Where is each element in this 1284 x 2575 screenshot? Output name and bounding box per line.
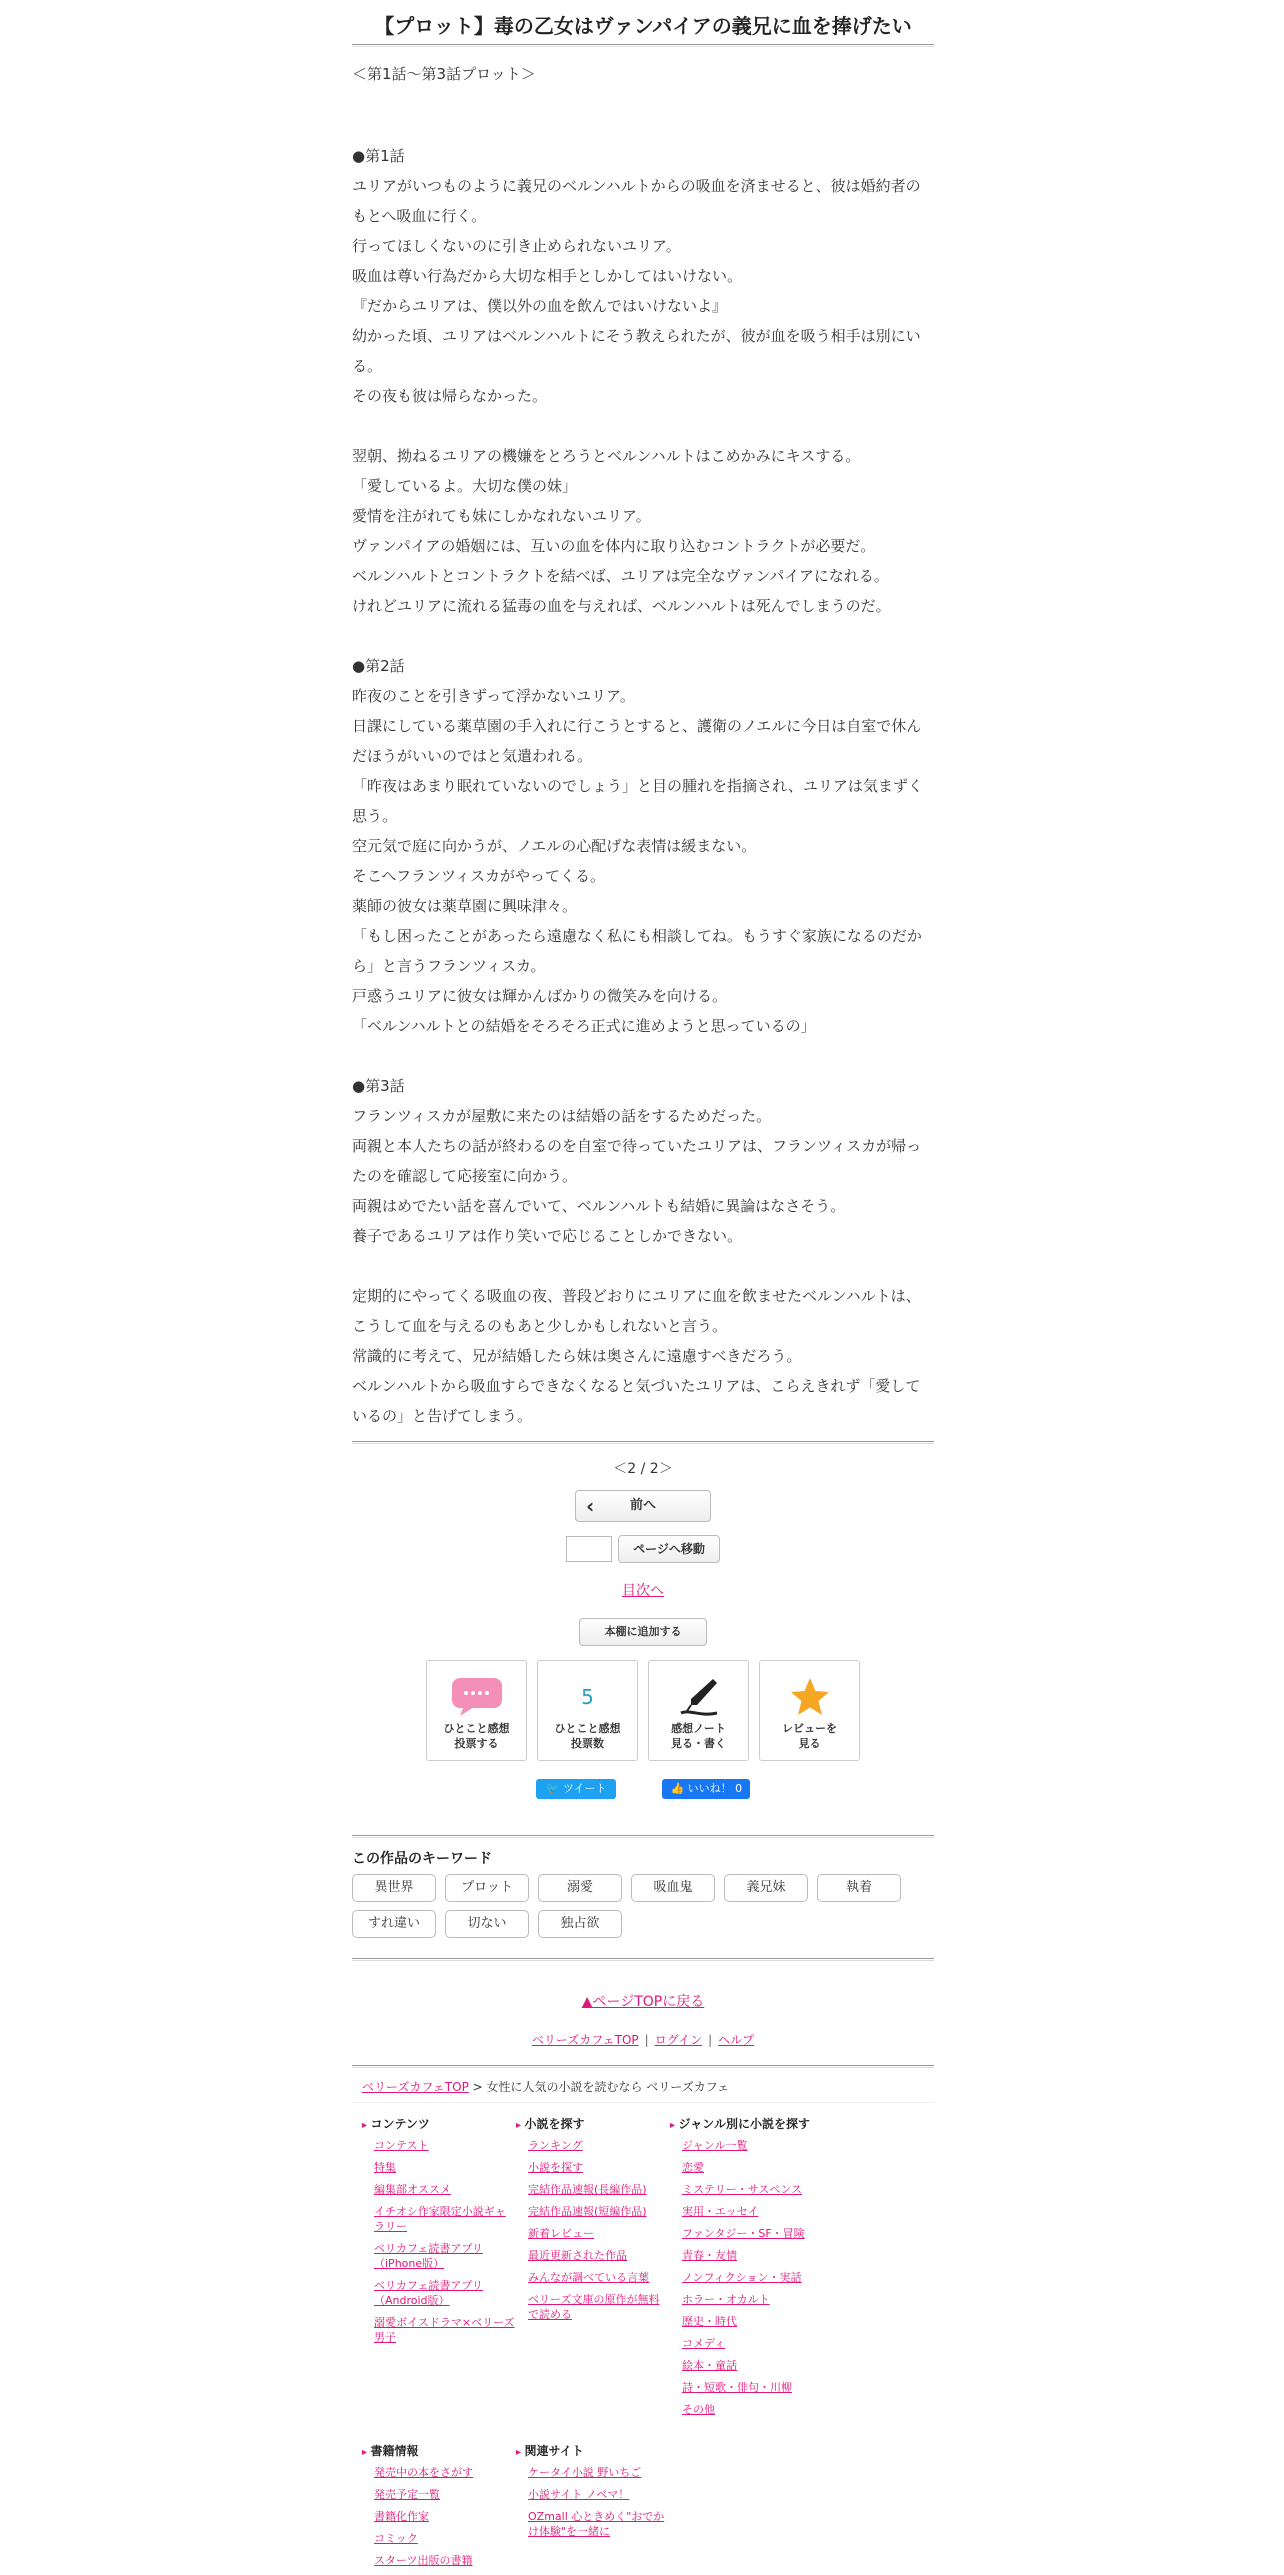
- footer-divider: [352, 2065, 934, 2068]
- keyword-divider-top: [352, 1835, 934, 1838]
- story-paragraph: 「もし困ったことがあったら遠慮なく私にも相談してね。もうすぐ家族になるのだから」と言うフランツィスカ。: [352, 927, 922, 975]
- sitemap-item: [670, 2226, 824, 2241]
- title-divider: [352, 44, 934, 47]
- sitemap-link[interactable]: 完結作品速報(短編作品): [528, 2205, 647, 2218]
- story-paragraph: 両親と本人たちの話が終わるのを自室で待っていたユリアは、フランツィスカが帰ったのを確認して応接室に向かう。: [352, 1137, 922, 1185]
- sitemap-list: [670, 2138, 824, 2417]
- card-sublabel-1: 投票する: [454, 1737, 499, 1750]
- sitemap-item: [670, 2358, 824, 2373]
- star-icon: [788, 1675, 832, 1719]
- card-sublabel-3: 見る・書く: [671, 1737, 726, 1750]
- action-cards: [352, 1660, 934, 1761]
- story-paragraph: 翌朝、拗ねるユリアの機嫌をとろうとベルンハルトはこめかみにキスする。: [352, 447, 861, 465]
- like-label: いいね！ 0: [687, 1782, 743, 1795]
- sitemap-item: [516, 2292, 670, 2322]
- sitemap-item: [362, 2160, 516, 2175]
- footer-link-top[interactable]: ベリーズカフェTOP: [531, 2033, 639, 2047]
- pen-icon: [677, 1675, 721, 1719]
- keyword-tag[interactable]: 執着: [817, 1874, 901, 1902]
- sitemap-item: [516, 2226, 670, 2241]
- sitemap-column: [362, 2115, 516, 2424]
- sitemap-list: [362, 2138, 516, 2345]
- story-paragraph: [352, 1251, 934, 1281]
- sitemap-list: [516, 2465, 670, 2539]
- sitemap-link[interactable]: 発売予定一覧: [374, 2488, 440, 2501]
- sitemap-item: [362, 2315, 516, 2345]
- page-title: 【プロット】毒の乙女はヴァンパイアの義兄に血を捧げたい: [374, 14, 912, 38]
- site-map: [352, 2115, 934, 2424]
- comment-count-card[interactable]: [537, 1660, 638, 1761]
- sitemap-link[interactable]: 詩・短歌・俳句・川柳: [682, 2381, 792, 2394]
- sitemap-item: [670, 2160, 824, 2175]
- sitemap-item: [362, 2509, 516, 2524]
- story-paragraph: 薬師の彼女は薬草園に興味津々。: [352, 897, 578, 915]
- sitemap-column: [516, 2442, 670, 2575]
- card-label-2: ひとこと感想: [554, 1722, 621, 1735]
- story-paragraph: そこへフランツィスカがやってくる。: [352, 867, 606, 885]
- chevron-left-icon: ‹: [586, 1494, 595, 1518]
- keyword-tag[interactable]: 独占欲: [538, 1910, 622, 1938]
- sitemap-link[interactable]: その他: [682, 2403, 715, 2416]
- sitemap-link[interactable]: 完結作品速報(長編作品): [528, 2183, 647, 2196]
- sitemap-item: [670, 2204, 824, 2219]
- sitemap-item: [362, 2204, 516, 2234]
- sitemap-item: [362, 2241, 516, 2271]
- sitemap-column: [516, 2115, 670, 2424]
- toc-link[interactable]: 目次へ: [622, 1583, 664, 1599]
- chapter-heading: ●第1話: [352, 147, 405, 165]
- sitemap-heading: ▸ 書籍情報: [362, 2442, 516, 2459]
- keyword-tag[interactable]: 義兄妹: [724, 1874, 808, 1902]
- sitemap-link[interactable]: みんなが調べている言葉: [528, 2271, 649, 2284]
- card-sublabel-2: 投票数: [571, 1737, 604, 1750]
- prev-page-button[interactable]: [575, 1490, 711, 1522]
- sitemap-link[interactable]: 書籍化作家: [374, 2510, 429, 2523]
- sitemap-column: [670, 2115, 824, 2424]
- comment-count: 5: [581, 1684, 594, 1709]
- speech-bubble-icon: [450, 1676, 504, 1718]
- story-paragraph: 吸血は尊い行為だから大切な相手としかしてはいけない。: [352, 267, 743, 285]
- tweet-button[interactable]: [536, 1779, 617, 1799]
- sitemap-link[interactable]: 発売中の本をさがす: [374, 2466, 473, 2479]
- comment-vote-card[interactable]: [426, 1660, 527, 1761]
- story-paragraph: 「昨夜はあまり眠れていないのでしょう」と目の腫れを指摘され、ユリアは気まずく思う。: [352, 777, 923, 825]
- story-paragraph: 行ってほしくないのに引き止められないユリア。: [352, 237, 681, 255]
- sitemap-column: [362, 2442, 516, 2575]
- sitemap-heading: ▸ ジャンル別に小説を探す: [670, 2115, 824, 2132]
- sitemap-item: [516, 2487, 670, 2502]
- keyword-section: [352, 1835, 934, 1961]
- story-paragraph: [352, 411, 934, 441]
- sitemap-item: [670, 2380, 824, 2395]
- separator: |: [708, 2033, 713, 2047]
- story-paragraph: 『だからユリアは、僕以外の血を飲んではいけないよ』: [352, 297, 728, 315]
- review-card[interactable]: [759, 1660, 860, 1761]
- tweet-label: ツイート: [563, 1782, 607, 1795]
- sitemap-link[interactable]: 最近更新された作品: [528, 2249, 627, 2262]
- card-sublabel-4: 見る: [798, 1737, 821, 1750]
- keyword-tag[interactable]: 切ない: [445, 1910, 529, 1938]
- story-paragraph: 両親はめでたい話を喜んでいて、ベルンハルトも結婚に異論はなさそう。: [352, 1197, 846, 1215]
- page-jump-button[interactable]: ページへ移動: [618, 1535, 720, 1563]
- story-paragraph: 定期的にやってくる吸血の夜、普段どおりにユリアに血を飲ませたベルンハルトは、こうして血を与えるのもあと少しかもしれないと言う。: [352, 1287, 921, 1335]
- card-label-1: ひとこと感想: [443, 1722, 510, 1735]
- chapter-heading: ●第2話: [352, 657, 405, 675]
- story-paragraph: 空元気で庭に向かうが、ノエルの心配げな表情は緩まない。: [352, 837, 757, 855]
- notes-card[interactable]: [648, 1660, 749, 1761]
- card-label-4: レビューを: [782, 1722, 837, 1735]
- story-paragraph: [352, 1041, 934, 1071]
- story-paragraph: その夜も彼は帰らなかった。: [352, 387, 548, 405]
- story-paragraph: 常識的に考えて、兄が結婚したら妹は奥さんに遠慮すべきだろう。: [352, 1347, 802, 1365]
- sitemap-link[interactable]: 青春・友情: [682, 2249, 737, 2262]
- sitemap-link[interactable]: ランキング: [528, 2139, 583, 2152]
- sitemap-link[interactable]: ベリーズ文庫の原作が無料で読める: [528, 2293, 660, 2321]
- sitemap-link[interactable]: ケータイ小説 野いちご: [528, 2466, 642, 2479]
- sitemap-item: [670, 2182, 824, 2197]
- story-paragraph: ベルンハルトから吸血すらできなくなると気づいたユリアは、こらえきれず「愛しているの」と告げてしまう。: [352, 1377, 921, 1425]
- sitemap-item: [516, 2182, 670, 2197]
- sitemap-item: [670, 2402, 824, 2417]
- footer-link-login[interactable]: ログイン: [654, 2033, 703, 2047]
- sitemap-link[interactable]: ベリカフェ読書アプリ（Android版）: [374, 2279, 483, 2307]
- sitemap-item: [516, 2204, 670, 2219]
- sitemap-link[interactable]: OZmall 心ときめく"おでかけ体験"を一緒に: [528, 2510, 665, 2538]
- sitemap-link[interactable]: コミック: [374, 2532, 418, 2545]
- page-top-link[interactable]: ▲ページTOPに戻る: [581, 1994, 705, 2010]
- sitemap-item: [516, 2248, 670, 2263]
- sitemap-item: [670, 2270, 824, 2285]
- sitemap-heading: ▸ 関連サイト: [516, 2442, 670, 2459]
- sitemap-item: [670, 2138, 824, 2153]
- sitemap-heading: ▸ コンテンツ: [362, 2115, 516, 2132]
- sitemap-item: [362, 2278, 516, 2308]
- sitemap-item: [670, 2314, 824, 2329]
- sitemap-link[interactable]: ベリカフェ読書アプリ（iPhone版）: [374, 2242, 483, 2270]
- page-indicator: ＜2 / 2＞: [613, 1461, 673, 1477]
- story-paragraph: [352, 621, 934, 651]
- sitemap-link[interactable]: ノンフィクション・実話: [682, 2271, 802, 2284]
- twitter-bird-icon: 🐦: [545, 1782, 560, 1795]
- sitemap-item: [516, 2509, 670, 2539]
- story-paragraph: けれどユリアに流れる猛毒の血を与えれば、ベルンハルトは死んでしまうのだ。: [352, 597, 891, 615]
- sitemap-item: [516, 2160, 670, 2175]
- sitemap-link[interactable]: 編集部オススメ: [374, 2183, 451, 2196]
- sitemap-item: [362, 2138, 516, 2153]
- sitemap-item: [670, 2248, 824, 2263]
- sitemap-link[interactable]: 溺愛ボイスドラマ×ベリーズ男子: [374, 2316, 515, 2344]
- crumb-divider: [352, 2102, 934, 2103]
- breadcrumb: [352, 2078, 934, 2102]
- sitemap-item: [362, 2487, 516, 2502]
- keyword-tag[interactable]: 吸血鬼: [631, 1874, 715, 1902]
- pagetop-wrap: [352, 1991, 934, 2015]
- toc-link-wrap: [352, 1580, 934, 1602]
- sitemap-item: [516, 2465, 670, 2480]
- prev-page-label: 前へ: [629, 1498, 656, 1513]
- page-jump: [352, 1534, 934, 1564]
- story-paragraph: [352, 111, 934, 141]
- keyword-tag[interactable]: すれ違い: [352, 1910, 436, 1938]
- separator: |: [644, 2033, 649, 2047]
- story-paragraph: ヴァンパイアの婚姻には、互いの血を体内に取り込むコントラクトが必要だ。: [352, 537, 876, 555]
- keyword-tag[interactable]: 異世界: [352, 1874, 436, 1902]
- body-divider: [352, 1441, 934, 1444]
- page-number-input[interactable]: [566, 1536, 612, 1562]
- add-to-shelf-button[interactable]: 本棚に追加する: [579, 1618, 707, 1646]
- story-paragraph: 戸惑うユリアに彼女は輝かんばかりの微笑みを向ける。: [352, 987, 728, 1005]
- footer-link-help[interactable]: ヘルプ: [718, 2033, 755, 2047]
- sitemap-item: [362, 2531, 516, 2546]
- sitemap-item: [670, 2292, 824, 2307]
- sitemap-link[interactable]: コメディ: [682, 2337, 726, 2350]
- social-buttons: [352, 1779, 934, 1799]
- chapter-subtitle: ＜第1話〜第3話プロット＞: [352, 65, 536, 83]
- sitemap-list: [362, 2465, 516, 2568]
- thumbs-up-icon: 👍: [670, 1782, 685, 1795]
- breadcrumb-text: > 女性に人気の小説を読むなら ベリーズカフェ: [468, 2080, 730, 2094]
- keyword-divider-bottom: [352, 1958, 934, 1961]
- sitemap-link[interactable]: 歴史・時代: [682, 2315, 737, 2328]
- keyword-tag[interactable]: 溺愛: [538, 1874, 622, 1902]
- story-paragraph: ユリアがいつものように義兄のベルンハルトからの吸血を済ませると、彼は婚約者のもとへ吸血に行く。: [352, 177, 921, 225]
- sitemap-link[interactable]: ホラー・オカルト: [682, 2293, 770, 2306]
- sitemap-list: [516, 2138, 670, 2322]
- sitemap-link[interactable]: 小説サイト ノベマ！: [528, 2488, 630, 2501]
- sitemap-link[interactable]: ジャンル一覧: [682, 2139, 748, 2152]
- sitemap-item: [362, 2465, 516, 2480]
- sitemap-link[interactable]: ファンタジー・SF・冒険: [682, 2227, 805, 2240]
- keyword-tag[interactable]: プロット: [445, 1874, 529, 1902]
- story-paragraph: 日課にしている薬草園の手入れに行こうとすると、護衛のノエルに今日は自室で休んだほうがいいのではと気遣われる。: [352, 717, 922, 765]
- story-paragraph: 「愛しているよ。大切な僕の妹」: [352, 477, 578, 495]
- like-button[interactable]: [662, 1779, 750, 1799]
- sitemap-link[interactable]: イチオシ作家限定小説ギャラリー: [374, 2205, 506, 2233]
- story-paragraph: 昨夜のことを引きずって浮かないユリア。: [352, 687, 635, 705]
- story-paragraph: ベルンハルトとコントラクトを結べば、ユリアは完全なヴァンパイアになれる。: [352, 567, 889, 585]
- sitemap-link[interactable]: スターツ出版の書籍: [374, 2554, 473, 2567]
- breadcrumb-home-link[interactable]: ベリーズカフェTOP: [362, 2080, 469, 2094]
- story-paragraph: 養子であるユリアは作り笑いで応じることしかできない。: [352, 1227, 743, 1245]
- sitemap-item: [516, 2138, 670, 2153]
- sitemap-item: [516, 2270, 670, 2285]
- site-map-2: [352, 2442, 934, 2575]
- sitemap-link[interactable]: 実用・エッセイ: [682, 2205, 759, 2218]
- sitemap-item: [670, 2336, 824, 2351]
- sitemap-link[interactable]: コンテスト: [374, 2139, 429, 2152]
- keyword-list: [352, 1874, 912, 1938]
- sitemap-link[interactable]: 特集: [374, 2161, 396, 2174]
- card-label-3: 感想ノート: [671, 1722, 726, 1735]
- footer-links: [352, 2031, 934, 2051]
- sitemap-link[interactable]: 絵本・童話: [682, 2359, 737, 2372]
- story-body: [352, 111, 934, 1431]
- sitemap-heading: ▸ 小説を探す: [516, 2115, 670, 2132]
- story-paragraph: 幼かった頃、ユリアはベルンハルトにそう教えられたが、彼が血を吸う相手は別にいる。: [352, 327, 921, 375]
- page-wrapper: [352, 0, 934, 2575]
- story-paragraph: 愛情を注がれても妹にしかなれないユリア。: [352, 507, 651, 525]
- sitemap-link[interactable]: 恋愛: [682, 2161, 704, 2174]
- sitemap-link[interactable]: 小説を探す: [528, 2161, 583, 2174]
- story-paragraph: フランツィスカが屋敷に来たのは結婚の話をするためだった。: [352, 1107, 772, 1125]
- keyword-title: この作品のキーワード: [352, 1851, 492, 1867]
- chapter-heading: ●第3話: [352, 1077, 405, 1095]
- sitemap-item: [362, 2182, 516, 2197]
- sitemap-link[interactable]: 新着レビュー: [528, 2227, 594, 2240]
- story-paragraph: 「ベルンハルトとの結婚をそろそろ正式に進めようと思っているの」: [352, 1017, 816, 1035]
- sitemap-link[interactable]: ミステリー・サスペンス: [682, 2183, 803, 2196]
- sitemap-item: [362, 2553, 516, 2568]
